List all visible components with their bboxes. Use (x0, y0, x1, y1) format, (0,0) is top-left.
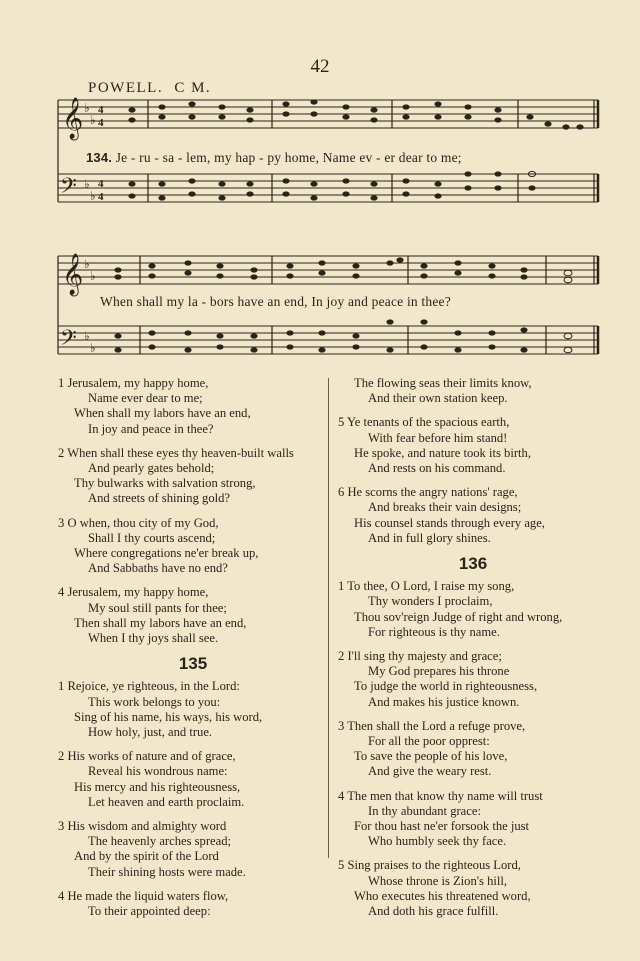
verse-line: 3 Then shall the Lord a refuge prove, (338, 718, 526, 733)
verse-line: 3 O when, thou city of my God, (58, 515, 219, 530)
hymn135-stanza (58, 679, 328, 740)
hymn134-stanza (58, 446, 328, 507)
verse-line: When I thy joys shall see. (88, 631, 219, 646)
svg-text:♭: ♭ (84, 101, 90, 115)
svg-text:4: 4 (98, 191, 104, 203)
verse-line: And pearly gates behold; (88, 461, 215, 476)
verse-line: Then shall my labors have an end, (74, 615, 247, 630)
verse-line: 2 When shall these eyes thy heaven-built walls (58, 445, 294, 460)
verse-line: Their shining hosts were made. (88, 864, 246, 879)
verse-line: With fear before him stand! (368, 430, 508, 445)
verse-line: This work belongs to you: (88, 694, 221, 709)
lyric-line-2: When shall my la - bors have an end, In joy and peace in thee? (100, 294, 451, 309)
hymn135-stanza (58, 749, 328, 810)
verse-line: 1 Rejoice, ye righteous, in the Lord: (58, 679, 240, 694)
bass-staff-1 (58, 174, 598, 202)
svg-text:♭: ♭ (84, 257, 90, 271)
hymn136-stanza (338, 649, 608, 710)
bass-clef-icon-2: 𝄢 (60, 326, 77, 355)
verse-line: And breaks their vain designs; (368, 500, 522, 515)
hymn135-stanza (58, 889, 328, 919)
verse-line: His mercy and his righteousness, (74, 779, 241, 794)
treble-staff-2 (58, 256, 598, 284)
verse-line: And their own station keep. (368, 391, 508, 406)
hymn135-cont-stanza (338, 415, 608, 476)
verse-line: When shall my labors have an end, (74, 406, 251, 421)
hymn135-cont-stanza (338, 376, 608, 406)
verse-line: Name ever dear to me; (88, 391, 203, 406)
verse-line: Thy bulwarks with salvation strong, (74, 476, 256, 491)
verse-line: To judge the world in righteousness, (354, 679, 538, 694)
verse-line: To save the people of his love, (354, 749, 508, 764)
verse-line: And streets of shining gold? (88, 491, 231, 506)
verse-line: The flowing seas their limits know, (354, 376, 532, 390)
hymn-number-134: 134. (86, 150, 113, 165)
verse-line: To their appointed deep: (88, 904, 211, 919)
verse-line: Sing of his name, his ways, his word, (74, 709, 263, 724)
tune-meter: C M. (174, 80, 212, 96)
svg-text:♭: ♭ (90, 269, 96, 283)
bass-staff-2 (58, 326, 598, 354)
verse-line: He spoke, and nature took its birth, (354, 445, 531, 460)
left-column (58, 376, 328, 928)
verse-line: My soul still pants for thee; (88, 600, 227, 615)
svg-text:4: 4 (98, 117, 104, 129)
hymn135-cont-stanza (338, 485, 608, 546)
verse-line: Who executes his threatened word, (354, 888, 531, 903)
music-system-2 (0, 246, 640, 376)
verse-line: And doth his grace fulfill. (368, 904, 499, 919)
verse-line: 2 I'll sing thy majesty and grace; (338, 649, 502, 664)
svg-text:4: 4 (98, 104, 104, 116)
verse-line: For all the poor opprest: (368, 734, 490, 749)
bass-clef-icon: 𝄢 (60, 174, 77, 203)
treble-clef-icon-2: 𝄞 (62, 254, 84, 294)
verse-line: Reveal his wondrous name: (88, 764, 228, 779)
verse-line: My God prepares his throne (368, 664, 510, 679)
verse-line: Who humbly seek thy face. (368, 834, 507, 849)
svg-text:♭: ♭ (84, 329, 90, 343)
svg-text:4: 4 (98, 178, 104, 190)
hymn-number-136: 136 (458, 554, 488, 574)
hymn136-stanza (338, 579, 608, 640)
svg-text:♭: ♭ (90, 113, 96, 127)
verse-line: 4 He made the liquid waters flow, (58, 888, 229, 903)
verse-line: Whose throne is Zion's hill, (368, 873, 508, 888)
verse-line: 3 His wisdom and almighty word (58, 819, 227, 834)
column-divider (328, 378, 329, 858)
verse-line: Where congregations ne'er break up, (74, 546, 259, 561)
verse-line: 4 Jerusalem, my happy home, (58, 585, 209, 600)
verse-line: And Sabbaths have no end? (88, 561, 228, 576)
svg-text:♭: ♭ (84, 177, 90, 191)
verse-line: 1 To thee, O Lord, I raise my song, (338, 579, 515, 594)
svg-text:♭: ♭ (90, 341, 96, 355)
verse-line: And give the weary rest. (368, 764, 492, 779)
verse-line: And in full glory shines. (368, 530, 491, 545)
verse-line: 5 Ye tenants of the spacious earth, (338, 415, 510, 430)
verse-line: Shall I thy courts ascend; (88, 530, 216, 545)
verse-line: 2 His works of nature and of grace, (58, 749, 236, 764)
verse-line: 4 The men that know thy name will trust (338, 788, 543, 803)
verse-line: His counsel stands through every age, (354, 515, 545, 530)
tune-name: POWELL. (88, 80, 164, 96)
hymn136-stanza (338, 858, 608, 919)
hymn136-stanza (338, 789, 608, 850)
lyric-line-1 (86, 150, 462, 166)
svg-text:♭: ♭ (90, 189, 96, 203)
hymn134-stanza (58, 376, 328, 437)
lyric-text-1: Je - ru - sa - lem, my hap - py home, Name ev - er dear to me; (115, 150, 462, 165)
hymn135-stanza (58, 819, 328, 880)
verse-line: Let heaven and earth proclaim. (88, 794, 245, 809)
verse-line: How holy, just, and true. (88, 725, 213, 740)
verse-line: And rests on his command. (368, 461, 506, 476)
verse-line: Thy wonders I proclaim, (368, 594, 493, 609)
verse-line: In joy and peace in thee? (88, 421, 214, 436)
treble-staff-1 (58, 100, 598, 128)
verse-line: Thou sov'reign Judge of right and wrong, (354, 609, 563, 624)
verse-line: For righteous is thy name. (368, 624, 500, 639)
verse-line: And makes his justice known. (368, 694, 520, 709)
verse-line: The heavenly arches spread; (88, 834, 232, 849)
page-number: 42 (310, 56, 330, 77)
hymn-number-135: 135 (178, 654, 208, 674)
verse-line: 1 Jerusalem, my happy home, (58, 376, 209, 390)
verse-line: 6 He scorns the angry nations' rage, (338, 485, 518, 500)
verse-line: In thy abundant grace: (368, 803, 481, 818)
verse-line: For thou hast ne'er forsook the just (354, 819, 530, 834)
hymn134-stanza (58, 585, 328, 646)
treble-clef-icon: 𝄞 (62, 98, 84, 138)
hymn136-stanza (338, 719, 608, 780)
verse-line: And by the spirit of the Lord (74, 849, 219, 864)
right-column (338, 376, 608, 928)
verse-line: 5 Sing praises to the righteous Lord, (338, 858, 521, 873)
hymn134-stanza (58, 516, 328, 577)
